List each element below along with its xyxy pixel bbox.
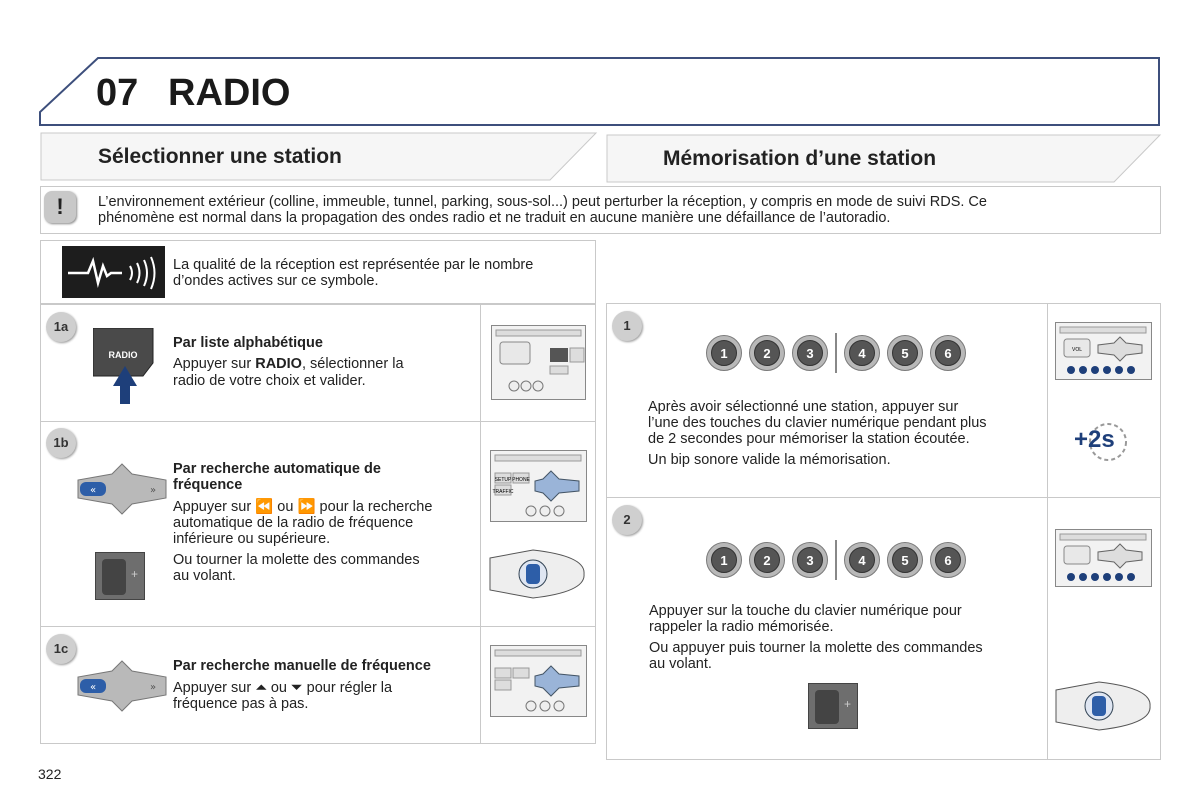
- reception-text-line2: d’ondes actives sur ce symbole.: [173, 273, 379, 289]
- step-1b-line2: automatique de la radio de fréquence: [173, 515, 414, 531]
- preset-key-6: 6: [930, 335, 966, 371]
- numeric-keypad-1: [706, 333, 966, 373]
- preset-key-2: 2: [749, 542, 785, 578]
- step-1b-title-line2: fréquence: [173, 477, 243, 493]
- page-number: 322: [38, 766, 62, 782]
- directional-pad-icon-1c: [76, 659, 168, 718]
- preset-key-3: 3: [792, 335, 828, 371]
- hold-2s-label: +2s: [1074, 426, 1115, 453]
- directional-pad-icon: [76, 462, 168, 521]
- fast-forward-icon: ⏩: [297, 499, 316, 515]
- preset-key-1: 1: [706, 335, 742, 371]
- preset-key-5: 5: [887, 335, 923, 371]
- rewind-icon: ⏪: [255, 499, 274, 515]
- step-1a-line1: Appuyer sur RADIO, sélectionner la: [173, 356, 404, 372]
- radio-button-icon: [93, 328, 155, 411]
- step-2-line2: rappeler la radio mémorisée.: [649, 619, 834, 635]
- svg-text:PHONE: PHONE: [512, 477, 530, 483]
- step-1c-line2: fréquence pas à pas.: [173, 696, 309, 712]
- steering-wheel-dial-icon: +: [95, 552, 145, 600]
- step-badge-2: 2: [612, 505, 642, 535]
- preset-key-2: 2: [749, 335, 785, 371]
- svg-text:TRAFFIC: TRAFFIC: [492, 489, 514, 495]
- step-1c-line1: Appuyer sur ⏶ ou ⏷ pour régler la: [173, 680, 393, 696]
- step-2-line3: Ou appuyer puis tourner la molette des commandes: [649, 640, 983, 656]
- right-section-title: Mémorisation d’une station: [663, 147, 937, 170]
- signal-wave-icon: [62, 246, 165, 298]
- svg-text:»: »: [149, 485, 157, 496]
- exclamation-icon: !: [44, 191, 76, 223]
- reception-text-line1: La qualité de la réception est représentée par le nombre: [173, 257, 534, 273]
- left-section-title: Sélectionner une station: [98, 145, 342, 168]
- preset-key-4: 4: [844, 335, 880, 371]
- step-1-line1: Après avoir sélectionné une station, appuyer sur: [648, 399, 959, 415]
- preset-key-5: 5: [887, 542, 923, 578]
- warning-text-line1: L’environnement extérieur (colline, immeuble, tunnel, parking, sous-sol...) peut perturber la réception, y compris en mode de suivi RDS. Ce: [98, 194, 987, 210]
- step-1b-line3: inférieure ou supérieure.: [173, 531, 331, 547]
- preset-key-3: 3: [792, 542, 828, 578]
- svg-text:«: «: [89, 682, 97, 693]
- radio-panel-thumb-step1: [1055, 322, 1152, 380]
- svg-text:«: «: [89, 485, 97, 496]
- right-thumb-divider: [1047, 303, 1048, 760]
- step-1b-title-line1: Par recherche automatique de: [173, 461, 381, 477]
- svg-text:VOL: VOL: [1071, 347, 1083, 353]
- divider-1a-1b: [40, 421, 596, 422]
- step-1a-title: Par liste alphabétique: [173, 335, 323, 351]
- step-1a-line2: radio de votre choix et valider.: [173, 373, 366, 389]
- up-arrow-icon: ⏶: [255, 680, 267, 696]
- step-1b-line5: au volant.: [173, 568, 236, 584]
- numeric-keypad-2: [706, 540, 966, 580]
- step-2-line4: au volant.: [649, 656, 712, 672]
- step-1-line4: Un bip sonore valide la mémorisation.: [648, 452, 891, 468]
- svg-text:»: »: [149, 682, 157, 693]
- radio-button-label: RADIO: [108, 350, 138, 360]
- step-1b-line4: Ou tourner la molette des commandes: [173, 552, 420, 568]
- radio-panel-thumb-step2: [1055, 529, 1152, 587]
- svg-text:SETUP: SETUP: [494, 477, 512, 483]
- radio-panel-thumb-1c: [490, 645, 587, 717]
- step-1-line2: l’une des touches du clavier numérique pendant plus: [648, 415, 987, 431]
- steering-wheel-dial-icon-2: +: [808, 683, 858, 729]
- step-1b-line1: Appuyer sur ⏪ ou ⏩ pour la recherche: [173, 499, 433, 515]
- steering-stalk-thumb-2: [1054, 680, 1154, 737]
- step-2-line1: Appuyer sur la touche du clavier numérique pour: [649, 603, 962, 619]
- down-arrow-icon: ⏷: [291, 680, 303, 696]
- preset-key-1: 1: [706, 542, 742, 578]
- divider-1-2: [606, 497, 1161, 498]
- radio-panel-thumb-1b: [490, 450, 587, 522]
- divider-1b-1c: [40, 626, 596, 627]
- step-badge-1: 1: [612, 311, 642, 341]
- step-badge-1c: 1c: [46, 634, 76, 664]
- chapter-number: 07: [96, 72, 139, 114]
- warning-text-line2: phénomène est normal dans la propagation des ondes radio et ne traduit en aucune manière une défaillance de l’autoradio.: [98, 210, 891, 226]
- step-1c-title: Par recherche manuelle de fréquence: [173, 658, 431, 674]
- preset-key-6: 6: [930, 542, 966, 578]
- chapter-title: RADIO: [168, 72, 291, 114]
- preset-key-4: 4: [844, 542, 880, 578]
- step-badge-1a: 1a: [46, 312, 76, 342]
- step-badge-1b: 1b: [46, 428, 76, 458]
- step-1-line3: de 2 secondes pour mémoriser la station écoutée.: [648, 431, 970, 447]
- hold-2s-icon: [1074, 420, 1128, 464]
- radio-panel-thumb-1a: [491, 325, 586, 400]
- steering-stalk-thumb-1b: [488, 548, 588, 605]
- left-thumb-divider: [480, 304, 481, 744]
